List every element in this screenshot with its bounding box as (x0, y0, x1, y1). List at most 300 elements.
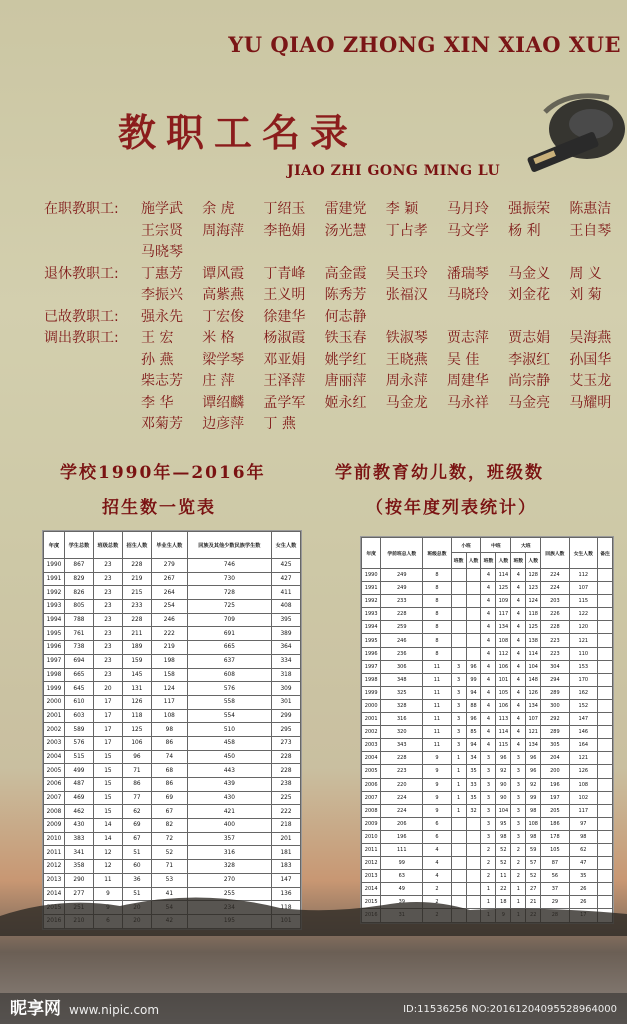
table-cell: 637 (187, 654, 271, 668)
table-cell: 23 (93, 572, 122, 586)
table-row (362, 647, 613, 660)
table-row (362, 634, 613, 647)
table-cell: 158 (151, 668, 187, 682)
table-cell: 1 (451, 778, 466, 791)
table-cell (451, 817, 466, 830)
table-cell: 117 (151, 695, 187, 709)
staff-name: 马耀明 (569, 394, 612, 411)
table-cell: 11 (423, 739, 451, 752)
table-cell: 36 (122, 873, 151, 887)
staff-name: 丁绍玉 (263, 201, 306, 217)
staff-name: 高金霞 (324, 265, 367, 282)
table-cell: 15 (93, 764, 122, 778)
table-cell: 608 (187, 668, 271, 682)
table-cell: 233 (122, 600, 151, 614)
table-cell: 114 (526, 647, 541, 660)
table-cell: 8 (423, 569, 451, 582)
table-row (44, 654, 301, 668)
table-cell: 2000 (362, 699, 381, 712)
table-cell: 1 (511, 896, 526, 909)
table-cell: 74 (151, 750, 187, 764)
table-cell: 68 (151, 764, 187, 778)
staff-name: 王义明 (263, 287, 306, 303)
table-cell: 1999 (362, 686, 381, 699)
col-header: 年度 (44, 532, 65, 559)
table-cell: 107 (569, 582, 597, 595)
table-cell: 35 (569, 870, 597, 883)
table-cell: 2 (423, 896, 451, 909)
table-cell: 1996 (44, 641, 65, 655)
staff-name: 李振兴 (141, 287, 183, 303)
school-pinyin: YU QIAO ZHONG XIN XIAO XUE (228, 32, 621, 57)
table-cell: 224 (541, 569, 569, 582)
table-cell: 289 (541, 686, 569, 699)
staff-name: 吴 佳 (446, 351, 480, 368)
table-cell: 279 (151, 559, 187, 573)
table-cell: 223 (381, 765, 423, 778)
table-cell (598, 686, 613, 699)
table-cell: 67 (122, 832, 151, 846)
table-row (362, 726, 613, 739)
table-cell: 96 (526, 752, 541, 765)
table-cell: 228 (122, 559, 151, 573)
table-cell: 270 (187, 873, 271, 887)
logo-text: 昵享网 (10, 999, 61, 1019)
table-cell (598, 569, 613, 582)
table-cell: 305 (541, 739, 569, 752)
table-cell: 121 (569, 634, 597, 647)
staff-directory (44, 199, 624, 436)
table-cell: 425 (271, 559, 300, 573)
table-row (362, 739, 613, 752)
table-row (362, 595, 613, 608)
staff-name: 王宗贤 (141, 222, 183, 239)
table-cell: 348 (381, 673, 423, 686)
staff-group-transferred (44, 328, 624, 436)
table-cell: 98 (496, 830, 511, 843)
table-cell: 218 (271, 819, 300, 833)
table-cell: 259 (381, 621, 423, 634)
table-cell: 8 (423, 595, 451, 608)
table-cell: 299 (271, 709, 300, 723)
table-cell: 14 (93, 832, 122, 846)
staff-name: 马月玲 (446, 201, 489, 217)
table-cell: 2001 (362, 713, 381, 726)
table-cell: 2 (423, 883, 451, 896)
table-cell: 23 (93, 586, 122, 600)
table-row (362, 699, 613, 712)
staff-name: 强永先 (141, 308, 183, 325)
table-cell: 2009 (44, 819, 65, 833)
staff-name: 马晓琴 (141, 244, 183, 260)
table-cell: 8 (423, 621, 451, 634)
table-cell: 128 (526, 569, 541, 582)
table-cell: 106 (122, 736, 151, 750)
table-cell: 427 (271, 572, 300, 586)
table-cell: 576 (187, 682, 271, 696)
table-cell: 306 (381, 660, 423, 673)
table-cell: 67 (151, 805, 187, 819)
table-cell: 226 (541, 608, 569, 621)
staff-name: 丁占孝 (385, 222, 428, 239)
table-cell: 11 (423, 660, 451, 673)
table-cell: 110 (569, 647, 597, 660)
table-row (362, 686, 613, 699)
table-cell: 134 (526, 699, 541, 712)
staff-name: 王 宏 (141, 330, 174, 346)
table-row (362, 791, 613, 804)
staff-group-retired (44, 264, 624, 307)
table-cell: 97 (569, 817, 597, 830)
table-cell: 2 (511, 843, 526, 856)
table-cell: 52 (496, 843, 511, 856)
table-cell: 9 (423, 804, 451, 817)
table-row (44, 709, 301, 723)
table-cell: 389 (271, 627, 300, 641)
table-cell: 228 (381, 608, 423, 621)
table-cell: 224 (541, 582, 569, 595)
staff-name: 米 格 (202, 330, 235, 346)
table-cell: 12 (93, 846, 122, 860)
table-cell: 4 (511, 595, 526, 608)
table-cell: 53 (151, 873, 187, 887)
table-cell: 20 (93, 682, 122, 696)
col-header: 招生人数 (122, 532, 151, 559)
col-header: 小班 (451, 538, 481, 553)
table-cell: 316 (381, 713, 423, 726)
staff-name: 马永祥 (446, 394, 489, 411)
table-cell: 462 (64, 805, 93, 819)
staff-name: 邓菊芳 (141, 416, 183, 432)
table-cell: 122 (569, 608, 597, 621)
table-cell: 1994 (44, 613, 65, 627)
table-cell: 111 (381, 843, 423, 856)
table-cell: 106 (496, 660, 511, 673)
table-row (44, 846, 301, 860)
table-cell: 26 (569, 896, 597, 909)
table-cell: 99 (381, 857, 423, 870)
staff-name: 周 义 (569, 265, 602, 282)
table-cell: 2007 (362, 791, 381, 804)
staff-name: 柴志芳 (141, 373, 183, 389)
table-cell: 47 (569, 857, 597, 870)
table-cell: 108 (526, 817, 541, 830)
table-cell: 645 (64, 682, 93, 696)
staff-group-current (44, 199, 624, 264)
table-cell: 238 (271, 778, 300, 792)
col-header: 备注 (598, 538, 613, 569)
table-row (362, 843, 613, 856)
table-cell: 9 (93, 887, 122, 901)
table-cell: 2004 (44, 750, 65, 764)
table-row (44, 791, 301, 805)
table-cell: 35 (466, 791, 481, 804)
table-cell: 2014 (44, 887, 65, 901)
table-cell: 738 (64, 641, 93, 655)
table-row (362, 673, 613, 686)
table-cell: 94 (466, 686, 481, 699)
table-cell: 104 (496, 804, 511, 817)
table-cell: 98 (526, 804, 541, 817)
table-cell: 1992 (44, 586, 65, 600)
table-cell: 148 (526, 673, 541, 686)
table-cell: 295 (271, 723, 300, 737)
table-row (44, 723, 301, 737)
table-cell: 11 (496, 870, 511, 883)
table-cell: 2004 (362, 752, 381, 765)
table-cell: 3 (481, 752, 496, 765)
table-cell: 118 (526, 608, 541, 621)
title-pinyin: JIAO ZHI GONG MING LU (287, 163, 501, 179)
table-cell: 147 (569, 713, 597, 726)
table-cell: 3 (511, 804, 526, 817)
table-cell: 51 (122, 887, 151, 901)
table-cell: 1997 (362, 660, 381, 673)
table-cell: 85 (466, 726, 481, 739)
table-cell (598, 857, 613, 870)
table-cell: 4 (423, 870, 451, 883)
table-row (44, 764, 301, 778)
table-cell: 450 (187, 750, 271, 764)
table-cell: 71 (122, 764, 151, 778)
table-cell: 4 (511, 673, 526, 686)
table-cell: 499 (64, 764, 93, 778)
table-cell: 469 (64, 791, 93, 805)
table-cell: 198 (151, 654, 187, 668)
table-cell: 2014 (362, 883, 381, 896)
table-row (44, 778, 301, 792)
table-cell: 358 (64, 860, 93, 874)
table-cell (598, 621, 613, 634)
table-cell: 255 (187, 887, 271, 901)
table-cell: 59 (526, 843, 541, 856)
table-cell: 725 (187, 600, 271, 614)
table-cell: 4 (481, 608, 496, 621)
table-cell: 72 (151, 832, 187, 846)
table-row (44, 695, 301, 709)
table-cell: 117 (496, 608, 511, 621)
table-cell: 294 (541, 673, 569, 686)
table-row (44, 860, 301, 874)
table-cell: 29 (541, 896, 569, 909)
table-cell: 3 (451, 660, 466, 673)
table-cell (598, 699, 613, 712)
table-cell: 2008 (44, 805, 65, 819)
table-cell: 62 (569, 843, 597, 856)
table-cell: 4 (511, 634, 526, 647)
staff-name: 铁淑琴 (385, 330, 428, 346)
table-cell (598, 660, 613, 673)
table-cell: 88 (466, 699, 481, 712)
table-cell: 589 (64, 723, 93, 737)
table-cell: 603 (64, 709, 93, 723)
table-cell: 867 (64, 559, 93, 573)
staff-name: 姚学红 (324, 351, 367, 368)
table-cell: 105 (541, 843, 569, 856)
staff-name: 孟学军 (263, 394, 306, 411)
table-cell: 273 (271, 736, 300, 750)
table-cell: 114 (496, 726, 511, 739)
col-header: 中班 (481, 538, 511, 553)
sub-header: 人数 (496, 553, 511, 569)
table-cell: 60 (122, 860, 151, 874)
table-cell: 2011 (44, 846, 65, 860)
table-cell: 728 (187, 586, 271, 600)
staff-name: 张福汉 (385, 287, 428, 303)
col-header: 年度 (362, 538, 381, 569)
table-cell: 343 (381, 739, 423, 752)
table-cell (598, 817, 613, 830)
table-cell: 9 (423, 778, 451, 791)
table-cell: 52 (526, 870, 541, 883)
table-cell: 126 (122, 695, 151, 709)
table-cell: 458 (187, 736, 271, 750)
table-cell: 222 (151, 627, 187, 641)
table-cell: 108 (151, 709, 187, 723)
table-cell: 3 (481, 765, 496, 778)
table-cell: 223 (541, 634, 569, 647)
table-cell: 3 (481, 804, 496, 817)
table-cell: 4 (481, 582, 496, 595)
table-cell: 1995 (362, 634, 381, 647)
table-cell: 71 (151, 860, 187, 874)
table-cell: 6 (423, 817, 451, 830)
staff-name: 贾志萍 (446, 330, 489, 346)
table-cell (466, 857, 481, 870)
table-cell: 23 (93, 641, 122, 655)
table-cell: 12 (93, 860, 122, 874)
table-cell: 2006 (362, 778, 381, 791)
table-cell: 96 (466, 660, 481, 673)
table-cell: 95 (496, 817, 511, 830)
table-row (44, 668, 301, 682)
table-row (362, 713, 613, 726)
staff-name: 唐丽萍 (324, 373, 367, 389)
table-cell: 1 (481, 883, 496, 896)
table-cell: 316 (187, 846, 271, 860)
table-cell: 4 (481, 621, 496, 634)
table-cell: 138 (526, 634, 541, 647)
table-cell: 290 (64, 873, 93, 887)
table-row (362, 804, 613, 817)
table-cell: 3 (511, 830, 526, 843)
staff-name: 丁宏俊 (202, 308, 245, 325)
group-label: 调出教职工: (44, 330, 119, 346)
col-header: 毕业生人数 (151, 532, 187, 559)
table-cell (466, 582, 481, 595)
table-cell: 2006 (44, 778, 65, 792)
table-cell: 2 (481, 857, 496, 870)
table-cell: 236 (381, 647, 423, 660)
staff-name: 杨 利 (508, 222, 541, 239)
staff-name: 丁 燕 (263, 416, 296, 432)
table-cell: 3 (481, 791, 496, 804)
table-cell (598, 582, 613, 595)
table-cell: 63 (381, 870, 423, 883)
table-cell (451, 621, 466, 634)
staff-name: 何志静 (324, 308, 367, 325)
table-cell: 205 (541, 804, 569, 817)
table-cell: 4 (511, 647, 526, 660)
table-cell: 1994 (362, 621, 381, 634)
table-cell: 328 (187, 860, 271, 874)
col-header: 回族人数 (541, 538, 569, 569)
sub-header: 人数 (466, 553, 481, 569)
table-cell: 118 (271, 901, 300, 915)
staff-name: 马文学 (446, 222, 489, 239)
table-cell (466, 843, 481, 856)
table-cell: 2005 (44, 764, 65, 778)
staff-name: 陈惠洁 (569, 201, 612, 217)
table-cell: 4 (511, 569, 526, 582)
staff-name: 周建华 (446, 373, 489, 389)
table-cell: 99 (526, 791, 541, 804)
table-cell: 4 (511, 582, 526, 595)
table-cell: 554 (187, 709, 271, 723)
table-cell: 35 (466, 765, 481, 778)
table-cell: 665 (64, 668, 93, 682)
col-header: 学前班总人数 (381, 538, 423, 569)
table-cell: 134 (526, 739, 541, 752)
table-cell: 665 (187, 641, 271, 655)
table-cell: 98 (526, 830, 541, 843)
table-cell: 439 (187, 778, 271, 792)
table-cell (598, 673, 613, 686)
staff-name: 孙国华 (569, 351, 612, 368)
table-cell: 2007 (44, 791, 65, 805)
table-row (44, 750, 301, 764)
table-cell: 23 (93, 654, 122, 668)
col-header: 女生人数 (569, 538, 597, 569)
table-cell: 82 (151, 819, 187, 833)
table-cell: 112 (569, 569, 597, 582)
table-cell: 4 (481, 726, 496, 739)
table-cell: 125 (496, 582, 511, 595)
staff-name: 铁玉春 (324, 330, 367, 346)
table-cell (466, 830, 481, 843)
table-cell: 4 (481, 569, 496, 582)
table-cell: 23 (93, 600, 122, 614)
table-cell: 106 (496, 699, 511, 712)
staff-name: 尚宗静 (508, 373, 551, 389)
table-cell: 224 (381, 791, 423, 804)
table-cell: 2 (481, 843, 496, 856)
enrollment-heading-line1: 学校1990年—2016年 (60, 463, 266, 483)
table-cell: 3 (511, 765, 526, 778)
staff-name: 王自琴 (569, 222, 612, 239)
table-cell: 96 (526, 765, 541, 778)
table-cell: 4 (481, 647, 496, 660)
enrollment-heading-line2: 招生数一览表 (102, 498, 216, 518)
table-cell: 1 (451, 791, 466, 804)
table-cell (451, 569, 466, 582)
table-cell: 41 (151, 887, 187, 901)
staff-name: 李淑红 (508, 351, 551, 368)
table-cell: 3 (451, 726, 466, 739)
table-cell: 15 (93, 805, 122, 819)
table-cell: 510 (187, 723, 271, 737)
sub-header: 班数 (511, 553, 526, 569)
table-cell: 102 (569, 791, 597, 804)
table-cell: 11 (93, 873, 122, 887)
table-row (362, 778, 613, 791)
table-cell: 364 (271, 641, 300, 655)
table-cell: 430 (187, 791, 271, 805)
table-cell: 96 (122, 750, 151, 764)
table-cell: 1992 (362, 595, 381, 608)
table-cell: 14 (93, 819, 122, 833)
table-cell: 118 (122, 709, 151, 723)
